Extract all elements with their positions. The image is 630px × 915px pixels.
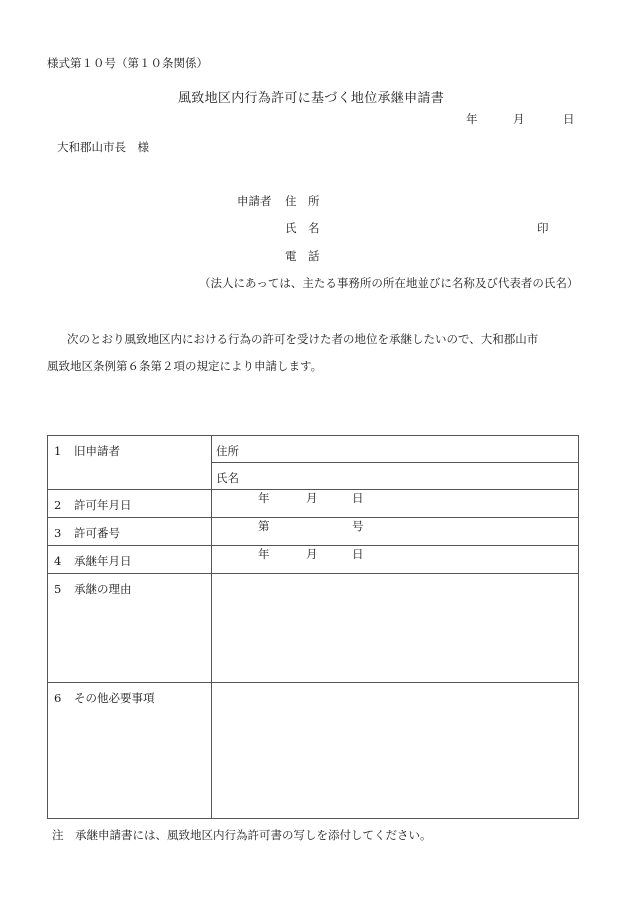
form-number: 様式第１０号（第１０条関係） [47, 56, 208, 70]
year-label: 年 [258, 547, 270, 561]
table-row [48, 518, 579, 546]
row-label: 許可年月日 [74, 498, 132, 512]
former-applicant-name-field[interactable] [212, 463, 579, 490]
seal-label: 印 [537, 221, 549, 235]
number-suffix: 号 [352, 519, 364, 533]
row-label-cell [48, 518, 212, 546]
sub-label: 氏名 [216, 471, 239, 485]
row-label: 承継年月日 [74, 554, 132, 568]
applicant-address-label: 住 所 [285, 194, 320, 208]
permit-number-field[interactable] [212, 518, 579, 546]
body-text-line-2: 風致地区条例第６条第２項の規定により申請します。 [47, 359, 323, 373]
month-label: 月 [306, 547, 318, 561]
number-prefix: 第 [258, 519, 270, 533]
row-label-cell [48, 546, 212, 574]
row-label: その他必要事項 [74, 691, 155, 705]
applicant-name-label: 氏 名 [285, 221, 320, 235]
document-title: 風致地区内行為許可に基づく地位承継申請書 [178, 91, 445, 106]
date-year-label: 年 [466, 112, 478, 126]
day-label: 日 [352, 491, 364, 505]
row-number: 2 [54, 498, 62, 512]
table-row [48, 546, 579, 574]
succession-reason-field[interactable] [212, 574, 579, 683]
row-label: 旧申請者 [74, 444, 120, 458]
body-text-line-1: 次のとおり風致地区内における行為の許可を受けた者の地位を承継したいので、大和郡山市 [67, 332, 539, 346]
row-number: 5 [54, 582, 62, 596]
table-row [48, 574, 579, 683]
other-matters-field[interactable] [212, 683, 579, 819]
row-label-cell [48, 490, 212, 518]
table-row [48, 490, 579, 518]
year-label: 年 [258, 491, 270, 505]
application-table [47, 435, 579, 819]
row-label-cell [48, 574, 212, 683]
addressee: 大和郡山市長 様 [57, 140, 149, 154]
sub-label: 住所 [216, 444, 239, 458]
row-label-cell [48, 436, 212, 490]
row-number: 1 [54, 444, 62, 458]
month-label: 月 [306, 491, 318, 505]
row-label: 承継の理由 [74, 582, 132, 596]
table-row [48, 436, 579, 463]
permit-date-field[interactable] [212, 490, 579, 518]
day-label: 日 [352, 547, 364, 561]
row-number: 4 [54, 554, 62, 568]
date-month-label: 月 [513, 112, 525, 126]
row-number: 6 [54, 691, 62, 705]
succession-date-field[interactable] [212, 546, 579, 574]
date-day-label: 日 [563, 112, 575, 126]
former-applicant-address-field[interactable] [212, 436, 579, 463]
footnote: 注 承継申請書には、風致地区内行為許可書の写しを添付してください。 [52, 828, 432, 842]
row-number: 3 [54, 526, 62, 540]
table-row [48, 683, 579, 819]
row-label-cell [48, 683, 212, 819]
applicant-label: 申請者 [237, 194, 272, 208]
row-label: 許可番号 [74, 526, 120, 540]
corporate-note: （法人にあっては、主たる事務所の所在地並びに名称及び代表者の氏名） [199, 276, 579, 290]
applicant-phone-label: 電 話 [285, 249, 320, 263]
